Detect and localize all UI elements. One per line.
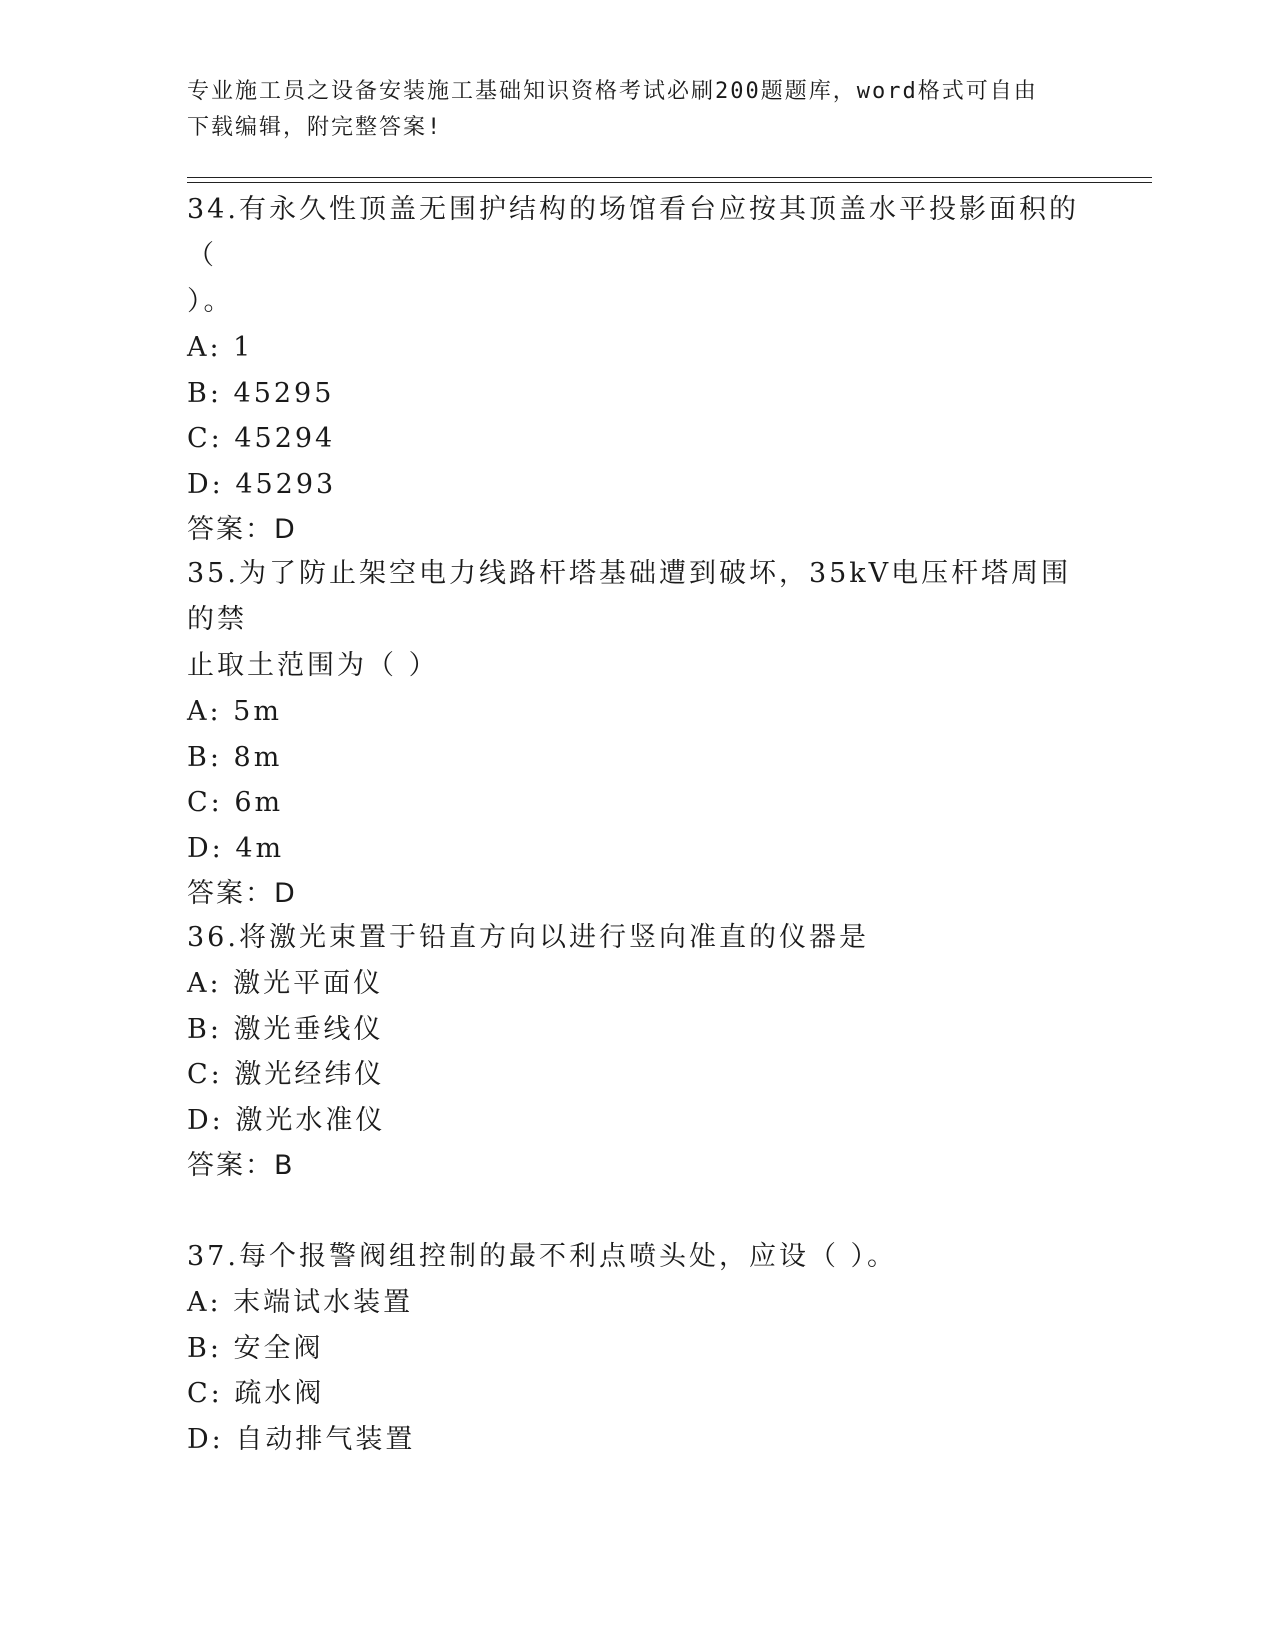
option-b: B: 安全阀: [187, 1332, 324, 1364]
option-a: A: 激光平面仪: [187, 968, 384, 999]
header-divider-bottom: [187, 182, 1152, 183]
option-c: C: 疏水阀: [187, 1378, 325, 1409]
question-35: [187, 551, 1087, 917]
option-c: C: 6m: [187, 787, 284, 818]
question-stem-line-2: 止取土范围为（ ）: [187, 650, 439, 681]
question-stem-line-1: 37.每个报警阀组控制的最不利点喷头处，应设（ ）。: [187, 1241, 898, 1272]
option-b: B: 8m: [187, 741, 283, 773]
option-a: A: 5m: [187, 696, 282, 727]
option-b: B: 45295: [187, 377, 335, 409]
header-line-1: 专业施工员之设备安装施工基础知识资格考试必刷200题题库，word格式可自由: [187, 79, 1038, 104]
option-c: C: 激光经纬仪: [187, 1059, 385, 1090]
question-37: [187, 1234, 1087, 1462]
option-d: D: 45293: [187, 468, 337, 500]
question-stem-line-1: 36.将激光束置于铅直方向以进行竖向准直的仪器是: [187, 922, 869, 953]
question-34: [187, 187, 1087, 553]
option-d: D: 激光水准仪: [187, 1104, 386, 1136]
answer: 答案：D: [187, 514, 297, 545]
option-b: B: 激光垂线仪: [187, 1013, 384, 1045]
question-stem-line-1: 35.为了防止架空电力线路杆塔基础遭到破坏，35kV电压杆塔周围的禁: [187, 558, 1072, 635]
option-c: C: 45294: [187, 423, 336, 454]
header-line-2: 下载编辑，附完整答案!: [187, 115, 443, 140]
question-36: [187, 915, 1087, 1189]
answer: 答案：D: [187, 878, 297, 909]
question-stem-line-2: ）。: [187, 286, 234, 317]
option-a: A: 1: [187, 332, 254, 363]
option-d: D: 自动排气装置: [187, 1423, 416, 1455]
option-d: D: 4m: [187, 832, 285, 864]
header-divider-top: [187, 177, 1152, 178]
option-a: A: 末端试水装置: [187, 1287, 414, 1318]
question-stem-line-1: 34.有永久性顶盖无围护结构的场馆看台应按其顶盖水平投影面积的（: [187, 194, 1079, 271]
document-header: [187, 74, 1067, 146]
answer: 答案：B: [187, 1150, 295, 1181]
